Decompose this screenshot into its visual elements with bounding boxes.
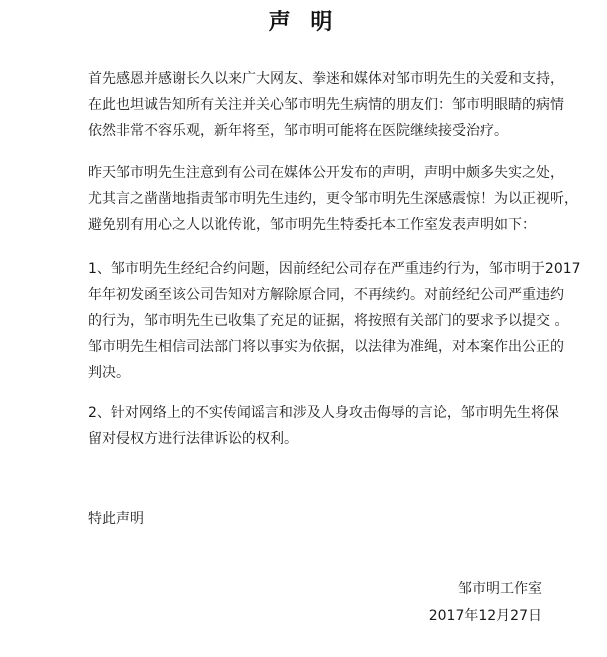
paragraph-line: 年年初发函至该公司告知对方解除原合同，不再续约。对前经纪公司严重违约 — [88, 287, 564, 303]
paragraph-line: 依然非常不容乐观，新年将至，邹市明可能将在医院继续接受治疗。 — [88, 123, 508, 139]
paragraph-line: 避免别有用心之人以讹传讹，邹市明先生特委托本工作室发表声明如下： — [88, 217, 536, 233]
paragraph-line: 尤其言之凿凿地指责邹市明先生违约，更令邹市明先生深感震惊！为以正视听， — [88, 191, 578, 207]
closing-statement: 特此声明 — [88, 511, 144, 527]
paragraph-point-1 — [88, 256, 581, 386]
paragraph-line: 1、邹市明先生经纪合约问题，因前经纪公司存在严重违约行为，邹市明于2017 — [88, 261, 581, 277]
paragraph-line: 昨天邹市明先生注意到有公司在媒体公开发布的声明，声明中颇多失实之处， — [88, 165, 564, 181]
paragraph-context — [88, 160, 578, 238]
document-title: 声 明 — [268, 10, 339, 35]
paragraph-line: 在此也坦诚告知所有关注并关心邹市明先生病情的朋友们：邹市明眼睛的病情 — [88, 97, 564, 113]
signature-date: 2017年12月27日 — [428, 608, 542, 624]
paragraph-line: 判决。 — [88, 365, 130, 381]
paragraph-line: 邹市明先生相信司法部门将以事实为依据，以法律为准绳，对本案作出公正的 — [88, 339, 564, 355]
paragraph-line: 首先感恩并感谢长久以来广大网友、拳迷和媒体对邹市明先生的关爱和支持， — [88, 71, 564, 87]
signature-organization: 邹市明工作室 — [458, 581, 542, 597]
paragraph-line: 的行为，邹市明先生已收集了充足的证据，将按照有关部门的要求予以提交 。 — [88, 313, 569, 329]
paragraph-line: 留对侵权方进行法律诉讼的权利。 — [88, 431, 298, 447]
paragraph-intro — [88, 66, 564, 144]
paragraph-line: 2、针对网络上的不实传闻谣言和涉及人身攻击侮辱的言论，邹市明先生将保 — [88, 405, 559, 421]
paragraph-point-2 — [88, 400, 558, 452]
